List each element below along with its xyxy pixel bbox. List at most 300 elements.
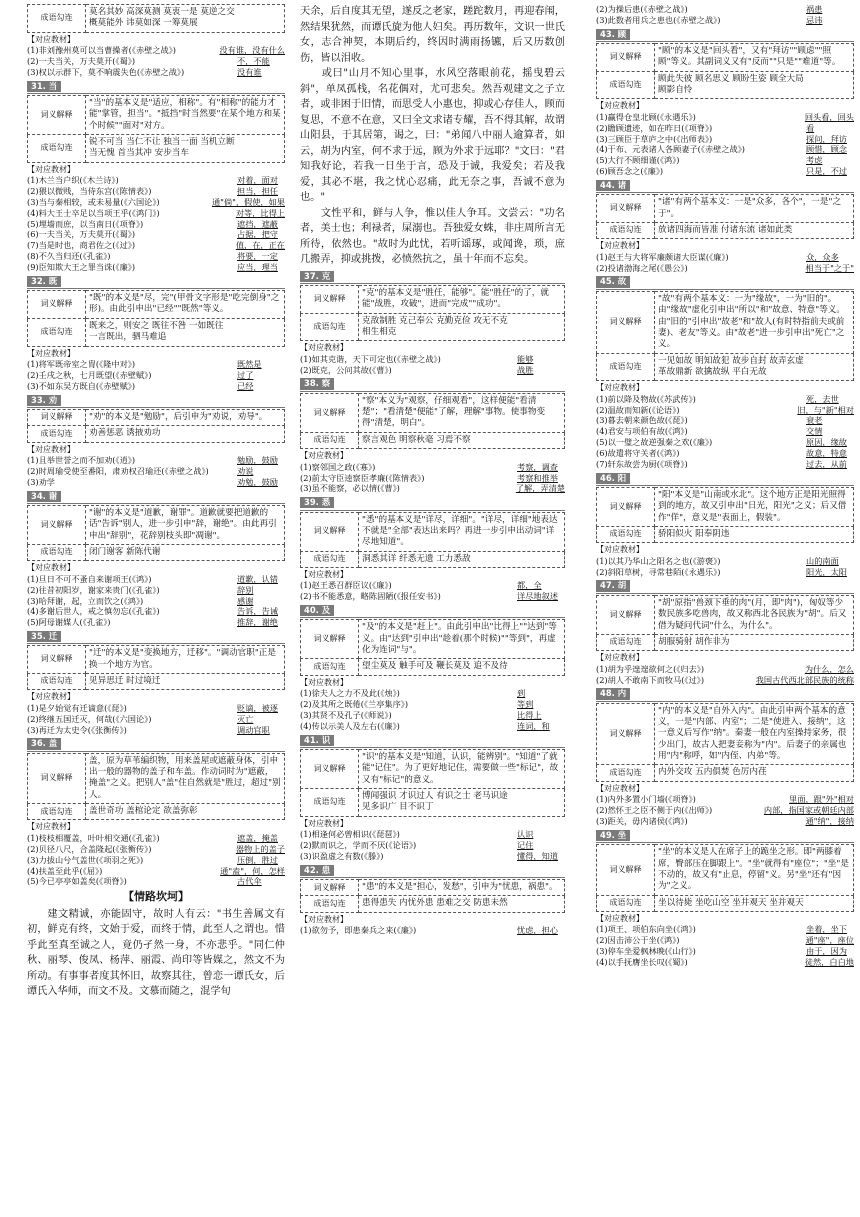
materials-label: 【对应教材】 xyxy=(596,101,644,111)
vocab-table xyxy=(300,512,565,568)
example-row xyxy=(300,580,565,591)
example-sentence: (3)再迁为太史令(《张衡传》) xyxy=(27,724,127,735)
section-header xyxy=(596,685,854,700)
section-number: 38. 察 xyxy=(300,378,334,389)
example-row xyxy=(596,394,854,405)
example-row xyxy=(596,935,854,946)
section-number: 31. 当 xyxy=(27,81,61,92)
example-gloss: 懂得，知道 xyxy=(517,850,558,861)
example-row xyxy=(596,144,854,155)
example-sentence: (1)如其克谐，天下可定也(《赤壁之战》) xyxy=(300,353,441,364)
example-row xyxy=(596,664,854,675)
idioms-label: 成语勾连 xyxy=(597,222,655,238)
example-gloss: 为什么，怎么 xyxy=(804,663,854,674)
example-row xyxy=(596,4,854,15)
example-gloss: 回头看，回头 xyxy=(804,111,854,122)
example-row xyxy=(300,462,565,473)
section-header xyxy=(27,78,285,93)
section-rule xyxy=(596,842,854,843)
idioms-row xyxy=(28,544,285,560)
example-sentence: (1)胡为乎遑遑欲何之(《归去》) xyxy=(596,663,705,674)
section-header xyxy=(300,602,565,617)
example-row xyxy=(300,710,565,721)
example-row xyxy=(596,924,854,935)
example-row xyxy=(27,855,285,866)
meaning-label: 词义解释 xyxy=(28,753,86,803)
section-number: 37. 克 xyxy=(300,271,334,282)
section-rule xyxy=(27,288,285,289)
section-header xyxy=(27,273,285,288)
example-gloss: 徒然，白白地 xyxy=(804,956,854,967)
example-row xyxy=(27,45,285,56)
section-number: 43. 顾 xyxy=(596,29,630,40)
materials-label: 【对应教材】 xyxy=(596,913,644,923)
example-row xyxy=(27,262,285,273)
meaning-text: "胡"原指"兽颈下垂的肉"(月，即"肉")，匈奴等少数民族多吃兽肉，故又称西北各民族为"胡"。后又借为疑问代词"什么，为什么"。 xyxy=(655,595,854,634)
example-sentence: (2)既克，公问其故(《曹》) xyxy=(300,364,392,375)
example-gloss: 压倒，胜过 xyxy=(237,854,278,865)
example-sentence: (3)权以示群下，莫不响震失色(《赤壁之战》) xyxy=(27,66,185,77)
idioms-label: 成语勾连 xyxy=(597,353,655,381)
section-number: 40. 及 xyxy=(300,605,334,616)
section-rule xyxy=(27,751,285,752)
example-gloss: 衰老 xyxy=(806,415,823,426)
example-sentence: (3)距关，毋内诸侯(《鸿》) xyxy=(596,816,688,827)
example-row xyxy=(596,946,854,957)
example-gloss: 里面，跟"外"相对 xyxy=(789,794,854,805)
example-row xyxy=(27,574,285,585)
section-rule xyxy=(27,93,285,94)
middle-column xyxy=(300,4,565,936)
example-gloss: 相当于"之于" xyxy=(805,262,854,273)
meaning-row xyxy=(28,291,285,319)
example-row xyxy=(596,263,854,274)
idioms-label: 成语勾连 xyxy=(28,5,86,33)
meaning-label: 词义解释 xyxy=(301,512,359,551)
example-sentence: (1)是夕始觉有迁谪意(《琵》) xyxy=(27,702,127,713)
idioms-row xyxy=(597,526,854,542)
example-sentence: (2)贝径八尺，合盖隆起(《张衡传》) xyxy=(27,843,152,854)
section-header xyxy=(596,177,854,192)
materials-label: 【对应教材】 xyxy=(300,343,348,353)
vocab-table xyxy=(27,95,285,163)
meaning-row xyxy=(28,753,285,803)
example-sentence: (3)暮去朝来颜色故(《琵》) xyxy=(596,415,688,426)
idioms-row xyxy=(597,222,854,238)
example-row xyxy=(596,415,854,426)
example-gloss: 勉励，鼓励 xyxy=(237,455,278,466)
materials-label: 【对应教材】 xyxy=(596,545,644,555)
materials-label: 【对应教材】 xyxy=(27,822,75,832)
example-sentence: (3)力拔山兮气盖世(《项羽之死》) xyxy=(27,854,144,865)
idioms-label: 成语勾连 xyxy=(28,804,86,820)
vocab-table xyxy=(300,749,565,817)
meaning-row xyxy=(28,505,285,544)
vocab-table xyxy=(596,194,854,239)
materials-label: 【对应教材】 xyxy=(27,34,75,44)
meaning-row xyxy=(301,393,565,432)
idioms-row xyxy=(301,789,565,817)
section-header xyxy=(596,577,854,592)
example-gloss: 交情 xyxy=(806,426,823,437)
example-gloss: 忌讳 xyxy=(806,14,823,25)
example-row xyxy=(27,866,285,877)
meaning-text: "阳"本义是"山南或水北"。这个地方正是阳光照得到的地方，故又引申出"日光，阳光"之义；后又借作"佯"，意义是"表面上，假装"。 xyxy=(655,487,854,526)
example-row xyxy=(27,208,285,219)
section-header xyxy=(27,628,285,643)
materials-label: 【对应教材】 xyxy=(300,914,348,924)
idioms-list: 见异思迁 时过境迁 xyxy=(86,674,285,690)
example-gloss: 考虑 xyxy=(806,155,823,166)
meaning-label: 词义解释 xyxy=(597,487,655,526)
idioms-list: 患得患失 内忧外患 患难之交 防患未然 xyxy=(359,896,565,912)
materials-label: 【对应教材】 xyxy=(27,348,75,358)
meaning-label: 词义解释 xyxy=(597,595,655,634)
vocab-table-top xyxy=(27,4,285,33)
idioms-list: 顾此失彼 顾名思义 顾盼生姿 顾全大局 顾影自怜 xyxy=(655,71,854,99)
vocab-table xyxy=(300,393,565,449)
example-gloss: 遮挡，遮蔽 xyxy=(237,218,278,229)
idioms-list: 博闻强识 才识过人 有识之士 老马识途 见多识广 目不识丁 xyxy=(359,789,565,817)
example-sentence: (4)扶盖至此乎(《屈》) xyxy=(27,865,103,876)
idioms-label: 成语勾连 xyxy=(28,318,86,346)
example-gloss: 遮盖，掩盖 xyxy=(237,833,278,844)
idioms-label: 成语勾连 xyxy=(301,551,359,567)
example-gloss: 记住 xyxy=(517,840,534,851)
example-row xyxy=(596,805,854,816)
example-gloss: 能够 xyxy=(517,353,534,364)
idioms-label: 成语勾连 xyxy=(301,789,359,817)
example-row xyxy=(27,229,285,240)
example-row xyxy=(27,186,285,197)
example-gloss: 对着，面对 xyxy=(237,175,278,186)
meaning-row xyxy=(301,512,565,551)
materials-label: 【对应教材】 xyxy=(27,164,75,174)
materials-label: 【对应教材】 xyxy=(596,383,644,393)
example-gloss: 阳光，太阳 xyxy=(806,566,847,577)
section-number: 47. 胡 xyxy=(596,580,630,591)
example-row xyxy=(596,155,854,166)
section-rule xyxy=(596,485,854,486)
example-row xyxy=(596,405,854,416)
example-gloss: 山的南面 xyxy=(806,555,839,566)
meaning-text: "当"的基本义是"适应，相称"。有"相称"的能力才能"掌管，担当"。"抵挡"时当然要"在某个地方和某个时候""面对"对方。 xyxy=(86,96,285,135)
example-sentence: (2)为操后患(《赤壁之战》) xyxy=(596,4,688,14)
example-sentence: (4)以手抚膺坐长叹(《蜀》) xyxy=(596,956,688,967)
example-row xyxy=(27,219,285,230)
example-gloss: 内部，指国家或朝廷内部 xyxy=(763,805,854,816)
meaning-text: "识"的基本义是"知道，认识，能辨别"。"知道"了就能"记住"。为了更好地记住，需要做一些"标记"，故又有"标记"的意义。 xyxy=(359,750,565,789)
example-gloss: 贬谪，被逐 xyxy=(237,702,278,713)
example-sentence: (5)大行不顾细谨(《鸿》) xyxy=(596,155,680,166)
vocab-table xyxy=(596,703,854,782)
section-header xyxy=(300,494,565,509)
meaning-label: 词义解释 xyxy=(301,620,359,659)
example-sentence: (2)因击沛公于坐(《鸿》) xyxy=(596,935,680,946)
idioms-label: 成语勾连 xyxy=(28,135,86,163)
section-number: 46. 阳 xyxy=(596,473,630,484)
example-sentence: (4)君安与项伯有故(《鸿》) xyxy=(596,426,688,437)
example-row xyxy=(596,459,854,470)
example-row xyxy=(27,240,285,251)
idioms-list: 坐以待毙 坐吃山空 坐井观天 坐并观天 xyxy=(655,895,854,911)
example-row xyxy=(596,957,854,968)
example-row xyxy=(27,703,285,714)
example-sentence: (6)一夫当关，万夫莫开(《蜀》) xyxy=(27,229,136,240)
materials-label: 【对应教材】 xyxy=(300,569,348,579)
example-sentence: (2)然怀王之臣不侧于内(《出师》) xyxy=(596,805,713,816)
materials-label: 【对应教材】 xyxy=(27,692,75,702)
materials-label: 【对应教材】 xyxy=(596,653,644,663)
idioms-row xyxy=(301,659,565,675)
idioms-label: 成语勾连 xyxy=(301,896,359,912)
example-gloss: 值，在，正在 xyxy=(235,240,285,251)
vocab-table xyxy=(300,879,565,913)
idioms-label: 成语勾连 xyxy=(301,313,359,341)
section-number: 45. 故 xyxy=(596,276,630,287)
example-sentence: (6)故遣将守关者(《鸿》) xyxy=(596,447,680,458)
section-header xyxy=(27,488,285,503)
section-rule xyxy=(27,503,285,504)
example-sentence: (1)前以降及物故(《苏武传》) xyxy=(596,393,696,404)
idioms-row xyxy=(597,71,854,99)
example-gloss: 只是，不过 xyxy=(806,166,847,177)
meaning-row xyxy=(597,845,854,895)
vocab-table xyxy=(27,505,285,561)
idioms-row xyxy=(28,5,285,33)
idioms-list: 一见如故 明知故犯 故步自封 故弄玄虚 革故鼎新 欲擒故纵 平白无故 xyxy=(655,353,854,381)
vocab-table xyxy=(596,595,854,651)
example-row xyxy=(27,175,285,186)
example-sentence: (2)默而识之，学而不厌(《论语》) xyxy=(300,840,417,851)
idioms-row xyxy=(301,551,565,567)
example-gloss: 担当，担任 xyxy=(237,186,278,197)
example-gloss: 故意，特意 xyxy=(806,447,847,458)
example-gloss: 等到 xyxy=(517,699,534,710)
example-gloss: 认识 xyxy=(517,829,534,840)
example-gloss: 没有谁 xyxy=(237,66,262,77)
idioms-row xyxy=(28,674,285,690)
meaning-row xyxy=(597,595,854,634)
example-sentence: (3)劝学 xyxy=(27,476,55,487)
meaning-text: "诸"有两个基本义：一是"众多，各个"，一是"之于"。 xyxy=(655,195,854,223)
example-gloss: 顾惜，顾念 xyxy=(806,144,847,155)
example-gloss: 通"纳"，接纳 xyxy=(805,816,854,827)
example-sentence: (5)阿母谢媒人(《孔雀》) xyxy=(27,617,111,628)
idioms-list: 莫名其妙 高深莫测 莫衷一是 莫逆之交 概莫能外 讳莫如深 一筹莫展 xyxy=(86,5,285,33)
example-gloss: 将要，一定 xyxy=(237,251,278,262)
example-row xyxy=(596,15,854,26)
example-row xyxy=(300,365,565,376)
meaning-text: "内"的本义是"自外入内"。由此引申两个基本的意义，一是"内部、内室"；二是"使进入、接纳"，这一意义后写作"纳"。秦妻一般在内室操持家务，很少出门，故古人把妻妾称为"内"。后妻子的亲属也用"内"称呼，如"内侄、内弟"等。 xyxy=(655,703,854,765)
meaning-label: 词义解释 xyxy=(301,880,359,896)
section-header xyxy=(300,268,565,283)
idioms-row xyxy=(597,765,854,781)
vocab-table xyxy=(27,409,285,443)
section-rule xyxy=(596,289,854,290)
section-number: 33. 劝 xyxy=(27,395,61,406)
example-row xyxy=(596,675,854,686)
meaning-label: 词义解释 xyxy=(301,750,359,789)
meaning-text: "克"的基本义是"胜任，能够"。能"胜任"的了，就能"战胜，攻破"，进而"完成""成功"。 xyxy=(359,285,565,313)
idioms-label: 成语勾连 xyxy=(597,765,655,781)
vocab-table xyxy=(596,844,854,912)
section-number: 35. 迁 xyxy=(27,631,61,642)
example-row xyxy=(300,721,565,732)
example-sentence: (3)当与秦相较，或未易量(《六国论》) xyxy=(27,196,160,207)
idioms-row xyxy=(301,432,565,448)
example-gloss: 辞别 xyxy=(237,584,254,595)
example-sentence: (4)多谢后世人，戒之慎勿忘(《孔雀》) xyxy=(27,606,160,617)
meaning-text: "察"本义为"观察，仔细观看"，这样便能"看清楚"；"看清楚"便能"了解，理解"事物。使事物变得"清楚，明白"。 xyxy=(359,393,565,432)
example-sentence: (3)识盈虚之有数(《滕》) xyxy=(300,850,384,861)
example-row xyxy=(27,370,285,381)
example-gloss: 考察，调查 xyxy=(517,461,558,472)
example-gloss: 战胜 xyxy=(517,364,534,375)
meaning-label: 词义解释 xyxy=(597,845,655,895)
idioms-label: 成语勾连 xyxy=(301,432,359,448)
example-gloss: 通"盍"，何，怎样 xyxy=(220,865,285,876)
example-gloss: 器物上的盖子 xyxy=(235,843,285,854)
idioms-list: 劝善惩恶 诱掖劝功 xyxy=(86,426,285,442)
example-gloss: 了解，弄清楚 xyxy=(515,483,565,494)
section-header xyxy=(596,827,854,842)
example-sentence: (1)以其乃华山之阳名之也(《游褒》) xyxy=(596,555,721,566)
example-sentence: (1)徐夫人之力不及此(《烛》) xyxy=(300,688,400,699)
vocab-table xyxy=(596,291,854,381)
example-gloss: 考察和推举 xyxy=(517,472,558,483)
example-row xyxy=(300,925,565,936)
vocab-table xyxy=(27,645,285,690)
story-paragraph-1: 建文精诚，亦能固守，故时人有云："书生善属文有初，鲜克有终，文始于爱，而终于情，此至人之谓也。惜乎此至真至诚之人，竟仍孑然一身，不亦悲乎。"同仁仲秋、丽琴、俊凤、杨萍、丽霞、尚印等皆媒之，然文不为所动。有事事者度其怀旧，故察其往，曾恋一谭氏女，后谭氏入华师，而文不及。文慕而随之，混学旬 xyxy=(27,908,285,998)
example-row xyxy=(300,851,565,862)
example-sentence: (3)停车坐爱枫林晚(《山行》) xyxy=(596,946,696,957)
example-gloss: 众，众多 xyxy=(806,251,839,262)
idioms-label: 成语勾连 xyxy=(28,544,86,560)
vocab-table xyxy=(300,285,565,341)
example-sentence: (4)于布、元表诸人各顾妻子(《赤壁之战》) xyxy=(596,144,745,155)
idioms-row xyxy=(301,313,565,341)
example-row xyxy=(596,166,854,177)
materials-label: 【对应教材】 xyxy=(300,818,348,828)
idioms-list: 克敌制胜 克己奉公 克勤克俭 攻无不克 相生相克 xyxy=(359,313,565,341)
example-sentence: (1)非刘豫州莫可以当曹操者(《赤壁之战》) xyxy=(27,45,176,56)
example-row xyxy=(27,466,285,477)
section-header xyxy=(300,732,565,747)
meaning-label: 词义解释 xyxy=(28,646,86,674)
example-row xyxy=(596,816,854,827)
example-sentence: (2)前太守臣逵察臣孝廉(《陈情表》) xyxy=(300,472,425,483)
example-gloss: 详尽地叙述 xyxy=(517,591,558,602)
example-gloss: 既然是 xyxy=(237,359,262,370)
example-row xyxy=(596,123,854,134)
example-sentence: (9)臣知欺大王之罪当诛(《廉》) xyxy=(27,261,136,272)
meaning-text: 盖，原为草苇编织物，用来盖屋或遮蔽身体，引申出一般的器物的盖子和车盖。作动词时为"遮蔽，掩盖"之义。把别人"盖"住自然就是"胜过，超过"别人。 xyxy=(86,753,285,803)
section-rule xyxy=(300,877,565,878)
example-row xyxy=(27,725,285,736)
idioms-list: 既来之，则安之 既往不咎 一如既往 一言既出，驷马难追 xyxy=(86,318,285,346)
example-row xyxy=(596,448,854,459)
section-header xyxy=(596,273,854,288)
example-row xyxy=(300,840,565,851)
idioms-row xyxy=(597,895,854,911)
story-paragraph-2: 天余，后自度其无望，遂反之老家，蹉跎数月，再迎春闱，然结果犹然，而谭氏旋为他人妇矣。再历数年，文识一世氏女，志合神契，本期后约，终因时满雨扬镳，后又历数创伤，皆以泪收。 或曰"山月不知心里事，水风空落眼前花，摇曳碧云斜"，单凤孤栈，名花偶对，尤可悲矣。然吾观建文之子立者，或非困于旧情，而思受人小惠也，抑或心存佳人，顾而复思，不意不在意，又曰全文求诸专耀，吾不得其解，故谓山阳县，于其居第，谒之，曰："弟闻八中丽人逾算者，如云，胡为内室，何不求于远，顾为外求于远耶？"文曰："君知我好论，若我一日坐于言，恐及于诚，我爱矣；若及我爱，其必不堪，我之忧心忍痛，此无奈之事，吾诚不意为也。" 文性平和，鲜与人争，惟以佳人争耳。文尝云："功名者，美士也；利禄者，屎溺也。吾独爱女蛛，非庄周所言无所待，依然也。"故时为此忧，若听谣琢，或闻谗，琐，庶几搬弄，抑或挑拨，必愤然抗之，虽十年而不忘矣。 xyxy=(300,6,565,265)
meaning-row xyxy=(28,96,285,135)
meaning-text: "劝"的本义是"勉励"，后引申为"劝说，劝导"。 xyxy=(86,409,285,425)
idioms-label: 成语勾连 xyxy=(597,634,655,650)
idioms-list: 望尘莫及 触手可及 鞭长莫及 追不及待 xyxy=(359,659,565,675)
section-number: 41. 识 xyxy=(300,735,334,746)
idioms-row xyxy=(597,353,854,381)
example-sentence: (2)投诸渤海之尾(《愚公》) xyxy=(596,262,688,273)
example-row xyxy=(300,688,565,699)
example-row xyxy=(27,714,285,725)
section-number: 44. 诸 xyxy=(596,180,630,191)
meaning-text: "既"的本义是"尽，完"(甲骨文字形是"吃完倒身"之形)。由此引申出"已经""既然"等义。 xyxy=(86,291,285,319)
example-gloss: 对等，比得上 xyxy=(235,207,285,218)
example-gloss: 调动官职 xyxy=(237,724,270,735)
example-sentence: (2)时周瑜受使至番阳，肃劝权召瑜还(《赤壁之战》) xyxy=(27,465,209,476)
example-sentence: (1)且举世誉之而不加劝(《逍》) xyxy=(27,455,136,466)
example-row xyxy=(596,134,854,145)
section-rule xyxy=(300,283,565,284)
meaning-row xyxy=(597,703,854,765)
example-gloss: 占据，把守 xyxy=(237,229,278,240)
example-sentence: (3)哈拜谢，起，立而饮之(《鸿》) xyxy=(27,595,144,606)
vocab-table xyxy=(300,619,565,675)
example-row xyxy=(596,112,854,123)
example-row xyxy=(27,56,285,67)
example-gloss: 告诉，告诫 xyxy=(237,606,278,617)
example-row xyxy=(27,359,285,370)
example-gloss: 推辞，谢绝 xyxy=(237,617,278,628)
section-rule xyxy=(300,747,565,748)
example-row xyxy=(27,67,285,78)
example-row xyxy=(596,794,854,805)
idioms-list: 察言观色 明察秋毫 习焉不察 xyxy=(359,432,565,448)
example-gloss: 连词，和 xyxy=(517,720,550,731)
example-sentence: (2)胡人不敢南下而牧马(《过》) xyxy=(596,674,705,685)
example-gloss: 过去，从前 xyxy=(806,458,847,469)
example-sentence: (1)将军既帝室之胄(《隆中对》) xyxy=(27,359,136,370)
section-rule xyxy=(596,701,854,702)
example-sentence: (3)虽不能察，必以情(《曹》) xyxy=(300,483,400,494)
example-sentence: (1)项王、项伯东向坐(《鸿》) xyxy=(596,924,696,935)
idioms-list: 盖世奇功 盖棺论定 欲盖弥彰 xyxy=(86,804,285,820)
meaning-label: 词义解释 xyxy=(597,44,655,72)
example-row xyxy=(596,426,854,437)
example-row xyxy=(27,585,285,596)
example-sentence: (3)三顾臣于草庐之中(《出师表》) xyxy=(596,133,713,144)
meaning-row xyxy=(301,750,565,789)
section-rule xyxy=(300,617,565,618)
meaning-label: 词义解释 xyxy=(28,505,86,544)
idioms-list: 胡服骑射 胡作非为 xyxy=(655,634,854,650)
idioms-list: 放诸四海而皆准 付诸东流 诸如此类 xyxy=(655,222,854,238)
meaning-label: 词义解释 xyxy=(301,393,359,432)
example-sentence: (2)及其所之既倦(《兰亭集序》) xyxy=(300,699,409,710)
example-gloss: 我国古代西北部民族的统称 xyxy=(755,674,854,685)
example-sentence: (7)当是时也，商君佐之(《过》) xyxy=(27,240,136,251)
section-number: 48. 内 xyxy=(596,688,630,699)
section-rule xyxy=(27,643,285,644)
example-sentence: (1)察邻国之政(《寡》) xyxy=(300,461,376,472)
example-gloss: 通"座"，座位 xyxy=(805,935,854,946)
section-rule xyxy=(596,192,854,193)
meaning-text: "坐"的本义是人在席子上的跪坐之形。即"两膝着席，臀部压在脚跟上"。"坐"就得有"座位"；"坐"是不动的，故又有"止息，停留"义。另"坐"还有"因为"之义。 xyxy=(655,845,854,895)
meaning-row xyxy=(597,44,854,72)
vocab-table xyxy=(596,43,854,99)
